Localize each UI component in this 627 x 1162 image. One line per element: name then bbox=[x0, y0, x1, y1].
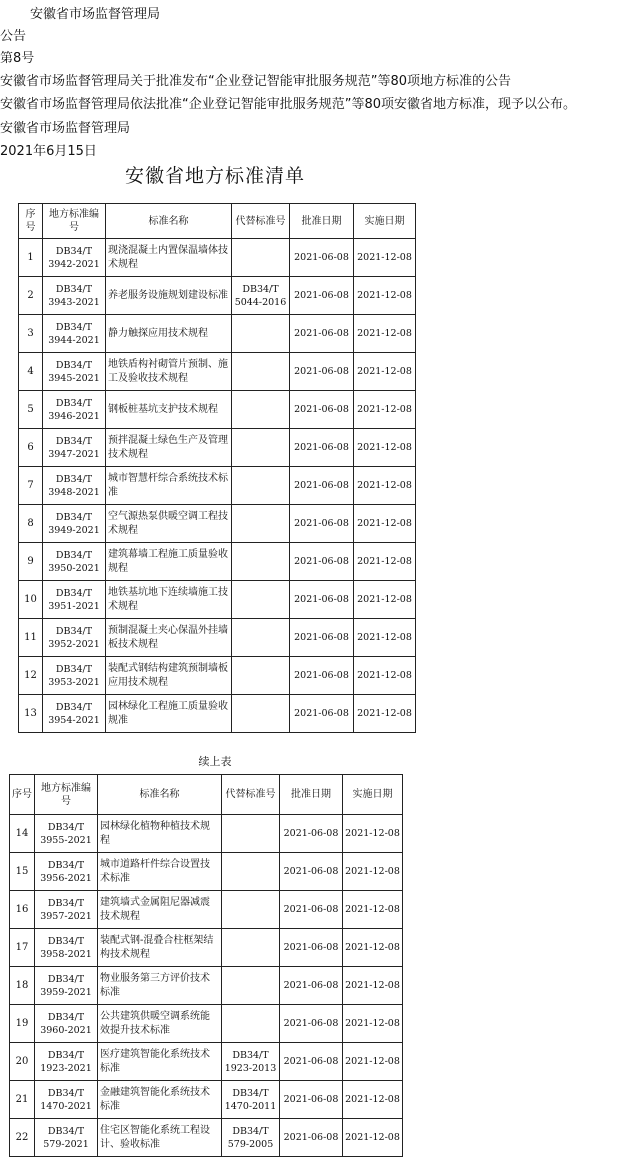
row-number: 14 bbox=[10, 815, 35, 853]
standard-name: 公共建筑供暖空调系统能效提升技术标准 bbox=[98, 1005, 222, 1043]
standard-code bbox=[35, 1119, 98, 1157]
row-number: 5 bbox=[19, 391, 43, 429]
col-header-code: 地方标准编号 bbox=[35, 775, 98, 815]
col-header-name: 标准名称 bbox=[98, 775, 222, 815]
table-row bbox=[19, 277, 416, 315]
standard-code-number: 3949-2021 bbox=[48, 524, 100, 536]
approve-date: 2021-06-08 bbox=[280, 853, 343, 891]
replaced-code-prefix: DB34/T bbox=[232, 1049, 269, 1061]
col-header-implement: 实施日期 bbox=[343, 775, 403, 815]
implement-date: 2021-12-08 bbox=[354, 695, 416, 733]
implement-date: 2021-12-08 bbox=[343, 1081, 403, 1119]
approve-date: 2021-06-08 bbox=[290, 581, 354, 619]
table-row bbox=[10, 1081, 403, 1119]
col-header-implement: 实施日期 bbox=[354, 204, 416, 239]
standard-code-number: 3947-2021 bbox=[48, 448, 100, 460]
replaced-code-prefix: DB34/T bbox=[232, 1087, 269, 1099]
replaced-standard bbox=[222, 1043, 280, 1081]
standard-name: 住宅区智能化系统工程设计、验收标准 bbox=[98, 1119, 222, 1157]
approve-date: 2021-06-08 bbox=[290, 315, 354, 353]
replaced-standard bbox=[232, 239, 290, 277]
table-row bbox=[19, 543, 416, 581]
standard-code-number: 3953-2021 bbox=[48, 676, 100, 688]
replaced-standard bbox=[232, 543, 290, 581]
implement-date: 2021-12-08 bbox=[354, 315, 416, 353]
row-number: 18 bbox=[10, 967, 35, 1005]
standard-code-prefix: DB34/T bbox=[47, 821, 85, 833]
standards-table-continued bbox=[9, 774, 403, 1157]
standard-code-prefix: DB34/T bbox=[55, 359, 93, 371]
col-header-code: 地方标准编号 bbox=[43, 204, 106, 239]
announcement-title: 安徽省市场监督管理局关于批准发布“企业登记智能审批服务规范”等80项地方标准的公告 bbox=[0, 74, 512, 89]
approve-date: 2021-06-08 bbox=[280, 929, 343, 967]
approve-date: 2021-06-08 bbox=[280, 1043, 343, 1081]
replaced-standard bbox=[222, 815, 280, 853]
implement-date: 2021-12-08 bbox=[343, 853, 403, 891]
implement-date: 2021-12-08 bbox=[354, 543, 416, 581]
standard-code bbox=[43, 429, 106, 467]
row-number: 20 bbox=[10, 1043, 35, 1081]
col-header-approve: 批准日期 bbox=[280, 775, 343, 815]
standard-code-number: 3960-2021 bbox=[40, 1024, 92, 1036]
row-number: 6 bbox=[19, 429, 43, 467]
standard-code-prefix: DB34/T bbox=[55, 587, 93, 599]
approve-date: 2021-06-08 bbox=[290, 543, 354, 581]
implement-date: 2021-12-08 bbox=[343, 1119, 403, 1157]
standard-code bbox=[35, 1081, 98, 1119]
standard-name: 钢板桩基坑支护技术规程 bbox=[106, 391, 232, 429]
implement-date: 2021-12-08 bbox=[343, 891, 403, 929]
implement-date: 2021-12-08 bbox=[343, 1043, 403, 1081]
approve-date: 2021-06-08 bbox=[280, 891, 343, 929]
replaced-standard bbox=[222, 929, 280, 967]
implement-date: 2021-12-08 bbox=[354, 353, 416, 391]
table-row bbox=[19, 315, 416, 353]
table-row bbox=[19, 239, 416, 277]
standard-code-number: 3959-2021 bbox=[40, 986, 92, 998]
approve-date: 2021-06-08 bbox=[280, 815, 343, 853]
implement-date: 2021-12-08 bbox=[354, 619, 416, 657]
approve-date: 2021-06-08 bbox=[290, 467, 354, 505]
publish-date: 2021年6月15日 bbox=[0, 144, 97, 159]
col-header-approve: 批准日期 bbox=[290, 204, 354, 239]
standard-code-number: 3944-2021 bbox=[48, 334, 100, 346]
standard-code bbox=[35, 853, 98, 891]
standard-code-prefix: DB34/T bbox=[55, 663, 93, 675]
replaced-standard bbox=[232, 391, 290, 429]
replaced-standard bbox=[232, 581, 290, 619]
standard-code bbox=[43, 581, 106, 619]
standard-name: 地铁盾构衬砌管片预制、施工及验收技术规程 bbox=[106, 353, 232, 391]
row-number: 11 bbox=[19, 619, 43, 657]
table-row bbox=[19, 619, 416, 657]
standard-code bbox=[43, 695, 106, 733]
table-row bbox=[10, 929, 403, 967]
replaced-code-number: 579-2005 bbox=[227, 1138, 274, 1150]
standard-code bbox=[43, 505, 106, 543]
standard-name: 装配式钢-混叠合柱框架结构技术规程 bbox=[98, 929, 222, 967]
replaced-code-number: 1923-2013 bbox=[224, 1062, 277, 1074]
standard-name: 装配式钢结构建筑预制墙板应用技术规程 bbox=[106, 657, 232, 695]
standard-code-prefix: DB34/T bbox=[47, 973, 85, 985]
col-header-no: 序号 bbox=[19, 204, 43, 239]
standard-code-number: 3951-2021 bbox=[48, 600, 100, 612]
standard-name: 预拌混凝土绿色生产及管理技术规程 bbox=[106, 429, 232, 467]
replaced-standard bbox=[232, 619, 290, 657]
standard-code-number: 3950-2021 bbox=[48, 562, 100, 574]
signature: 安徽省市场监督管理局 bbox=[0, 121, 131, 136]
standard-name: 园林绿化工程施工质量验收规准 bbox=[106, 695, 232, 733]
standard-name: 医疗建筑智能化系统技术标准 bbox=[98, 1043, 222, 1081]
standard-name: 静力触探应用技术规程 bbox=[106, 315, 232, 353]
approve-date: 2021-06-08 bbox=[290, 505, 354, 543]
row-number: 4 bbox=[19, 353, 43, 391]
continued-table-title: 续上表 bbox=[198, 755, 232, 768]
replaced-standard bbox=[232, 315, 290, 353]
standard-code-prefix: DB34/T bbox=[47, 1011, 85, 1023]
table-row bbox=[19, 353, 416, 391]
col-header-name: 标准名称 bbox=[106, 204, 232, 239]
row-number: 21 bbox=[10, 1081, 35, 1119]
standard-code bbox=[35, 815, 98, 853]
table-row bbox=[19, 505, 416, 543]
standard-code bbox=[43, 353, 106, 391]
standard-code-prefix: DB34/T bbox=[55, 321, 93, 333]
standard-code-number: 3956-2021 bbox=[40, 872, 92, 884]
standards-list-title: 安徽省地方标准清单 bbox=[124, 165, 305, 187]
standard-code-number: 579-2021 bbox=[43, 1138, 89, 1150]
approve-date: 2021-06-08 bbox=[290, 619, 354, 657]
standard-code bbox=[43, 239, 106, 277]
doc-number: 第8号 bbox=[0, 51, 35, 66]
table-row bbox=[19, 657, 416, 695]
implement-date: 2021-12-08 bbox=[343, 929, 403, 967]
standard-name: 养老服务设施规划建设标准 bbox=[106, 277, 232, 315]
replaced-standard bbox=[222, 891, 280, 929]
announcement-body: 安徽省市场监督管理局依法批准“企业登记智能审批服务规范”等80项安徽省地方标准，现予以公布。 bbox=[0, 97, 577, 112]
implement-date: 2021-12-08 bbox=[354, 467, 416, 505]
implement-date: 2021-12-08 bbox=[343, 1005, 403, 1043]
row-number: 22 bbox=[10, 1119, 35, 1157]
replaced-standard bbox=[232, 695, 290, 733]
replaced-code-prefix: DB34/T bbox=[232, 1125, 269, 1137]
standard-code bbox=[43, 277, 106, 315]
row-number: 2 bbox=[19, 277, 43, 315]
standard-code bbox=[43, 467, 106, 505]
standard-code-prefix: DB34/T bbox=[47, 1125, 85, 1137]
approve-date: 2021-06-08 bbox=[280, 1119, 343, 1157]
approve-date: 2021-06-08 bbox=[290, 429, 354, 467]
standard-code-prefix: DB34/T bbox=[55, 283, 93, 295]
replaced-standard bbox=[232, 277, 290, 315]
row-number: 10 bbox=[19, 581, 43, 619]
standard-code bbox=[35, 891, 98, 929]
standard-name: 建筑幕墙工程施工质量验收规程 bbox=[106, 543, 232, 581]
implement-date: 2021-12-08 bbox=[354, 239, 416, 277]
replaced-standard bbox=[222, 853, 280, 891]
standard-code-prefix: DB34/T bbox=[55, 701, 93, 713]
row-number: 7 bbox=[19, 467, 43, 505]
standard-code bbox=[35, 967, 98, 1005]
approve-date: 2021-06-08 bbox=[290, 277, 354, 315]
table-row bbox=[19, 429, 416, 467]
table-row bbox=[10, 891, 403, 929]
standard-name: 城市智慧杆综合系统技术标准 bbox=[106, 467, 232, 505]
replaced-code-prefix: DB34/T bbox=[242, 283, 279, 295]
row-number: 17 bbox=[10, 929, 35, 967]
standard-code-number: 3957-2021 bbox=[40, 910, 92, 922]
row-number: 19 bbox=[10, 1005, 35, 1043]
standard-code bbox=[43, 543, 106, 581]
standard-code-prefix: DB34/T bbox=[47, 859, 85, 871]
col-header-no: 序号 bbox=[10, 775, 35, 815]
standard-name: 金融建筑智能化系统技术标准 bbox=[98, 1081, 222, 1119]
standard-code-number: 1923-2021 bbox=[40, 1062, 92, 1074]
table-row bbox=[10, 853, 403, 891]
approve-date: 2021-06-08 bbox=[280, 1081, 343, 1119]
standard-code-prefix: DB34/T bbox=[47, 935, 85, 947]
replaced-standard bbox=[222, 967, 280, 1005]
implement-date: 2021-12-08 bbox=[354, 391, 416, 429]
standard-code-number: 3948-2021 bbox=[48, 486, 100, 498]
approve-date: 2021-06-08 bbox=[290, 239, 354, 277]
implement-date: 2021-12-08 bbox=[354, 657, 416, 695]
table-row bbox=[10, 1005, 403, 1043]
standard-code bbox=[43, 315, 106, 353]
replaced-standard bbox=[222, 1005, 280, 1043]
standard-code-prefix: DB34/T bbox=[55, 511, 93, 523]
standard-code-prefix: DB34/T bbox=[55, 435, 93, 447]
replaced-standard bbox=[232, 467, 290, 505]
table-row bbox=[10, 1119, 403, 1157]
approve-date: 2021-06-08 bbox=[290, 391, 354, 429]
approve-date: 2021-06-08 bbox=[290, 695, 354, 733]
implement-date: 2021-12-08 bbox=[343, 815, 403, 853]
standard-code-prefix: DB34/T bbox=[55, 473, 93, 485]
standard-code-prefix: DB34/T bbox=[55, 625, 93, 637]
implement-date: 2021-12-08 bbox=[354, 277, 416, 315]
table-row bbox=[19, 581, 416, 619]
standard-code-number: 1470-2021 bbox=[40, 1100, 92, 1112]
row-number: 15 bbox=[10, 853, 35, 891]
standard-code-prefix: DB34/T bbox=[47, 897, 85, 909]
table-row bbox=[10, 815, 403, 853]
standards-table bbox=[18, 203, 416, 733]
standard-code-number: 3952-2021 bbox=[48, 638, 100, 650]
standard-code-number: 3943-2021 bbox=[48, 296, 100, 308]
standard-code bbox=[43, 619, 106, 657]
replaced-standard bbox=[232, 429, 290, 467]
standard-code-number: 3958-2021 bbox=[40, 948, 92, 960]
table-row bbox=[19, 467, 416, 505]
replaced-code-number: 5044-2016 bbox=[234, 296, 287, 308]
replaced-standard bbox=[232, 657, 290, 695]
standard-name: 建筑墙式金属阻尼器减震技术规程 bbox=[98, 891, 222, 929]
standard-name: 预制混凝土夹心保温外挂墙板技术规程 bbox=[106, 619, 232, 657]
implement-date: 2021-12-08 bbox=[354, 505, 416, 543]
replaced-standard bbox=[232, 505, 290, 543]
standard-code-prefix: DB34/T bbox=[47, 1087, 85, 1099]
standard-code-prefix: DB34/T bbox=[55, 549, 93, 561]
row-number: 12 bbox=[19, 657, 43, 695]
standard-name: 现浇混凝土内置保温墙体技术规程 bbox=[106, 239, 232, 277]
approve-date: 2021-06-08 bbox=[280, 1005, 343, 1043]
standard-name: 物业服务第三方评价技术标准 bbox=[98, 967, 222, 1005]
row-number: 3 bbox=[19, 315, 43, 353]
row-number: 13 bbox=[19, 695, 43, 733]
approve-date: 2021-06-08 bbox=[280, 967, 343, 1005]
standard-code-number: 3942-2021 bbox=[48, 258, 100, 270]
table-row bbox=[19, 391, 416, 429]
standard-code-number: 3945-2021 bbox=[48, 372, 100, 384]
col-header-replaced: 代替标准号 bbox=[232, 204, 290, 239]
standard-code-prefix: DB34/T bbox=[55, 397, 93, 409]
standard-name: 地铁基坑地下连续墙施工技术规程 bbox=[106, 581, 232, 619]
standard-code-prefix: DB34/T bbox=[47, 1049, 85, 1061]
standard-code-number: 3955-2021 bbox=[40, 834, 92, 846]
standard-code bbox=[35, 1043, 98, 1081]
table-row bbox=[10, 1043, 403, 1081]
standard-code-number: 3946-2021 bbox=[48, 410, 100, 422]
standard-name: 城市道路杆件综合设置技术标准 bbox=[98, 853, 222, 891]
standard-name: 空气源热泵供暖空调工程技术规程 bbox=[106, 505, 232, 543]
implement-date: 2021-12-08 bbox=[354, 429, 416, 467]
standard-code bbox=[35, 929, 98, 967]
agency-heading: 安徽省市场监督管理局 bbox=[30, 7, 161, 22]
standard-code-prefix: DB34/T bbox=[55, 245, 93, 257]
col-header-replaced: 代替标准号 bbox=[222, 775, 280, 815]
approve-date: 2021-06-08 bbox=[290, 353, 354, 391]
standard-code bbox=[43, 391, 106, 429]
implement-date: 2021-12-08 bbox=[343, 967, 403, 1005]
row-number: 16 bbox=[10, 891, 35, 929]
doc-type: 公告 bbox=[0, 29, 27, 44]
table-row bbox=[10, 967, 403, 1005]
replaced-standard bbox=[222, 1081, 280, 1119]
standard-code bbox=[35, 1005, 98, 1043]
replaced-standard bbox=[232, 353, 290, 391]
row-number: 9 bbox=[19, 543, 43, 581]
standard-code bbox=[43, 657, 106, 695]
row-number: 8 bbox=[19, 505, 43, 543]
standard-code-number: 3954-2021 bbox=[48, 714, 100, 726]
replaced-code-number: 1470-2011 bbox=[224, 1100, 277, 1112]
replaced-standard bbox=[222, 1119, 280, 1157]
implement-date: 2021-12-08 bbox=[354, 581, 416, 619]
table-row bbox=[19, 695, 416, 733]
approve-date: 2021-06-08 bbox=[290, 657, 354, 695]
row-number: 1 bbox=[19, 239, 43, 277]
standard-name: 园林绿化植物种植技术规程 bbox=[98, 815, 222, 853]
